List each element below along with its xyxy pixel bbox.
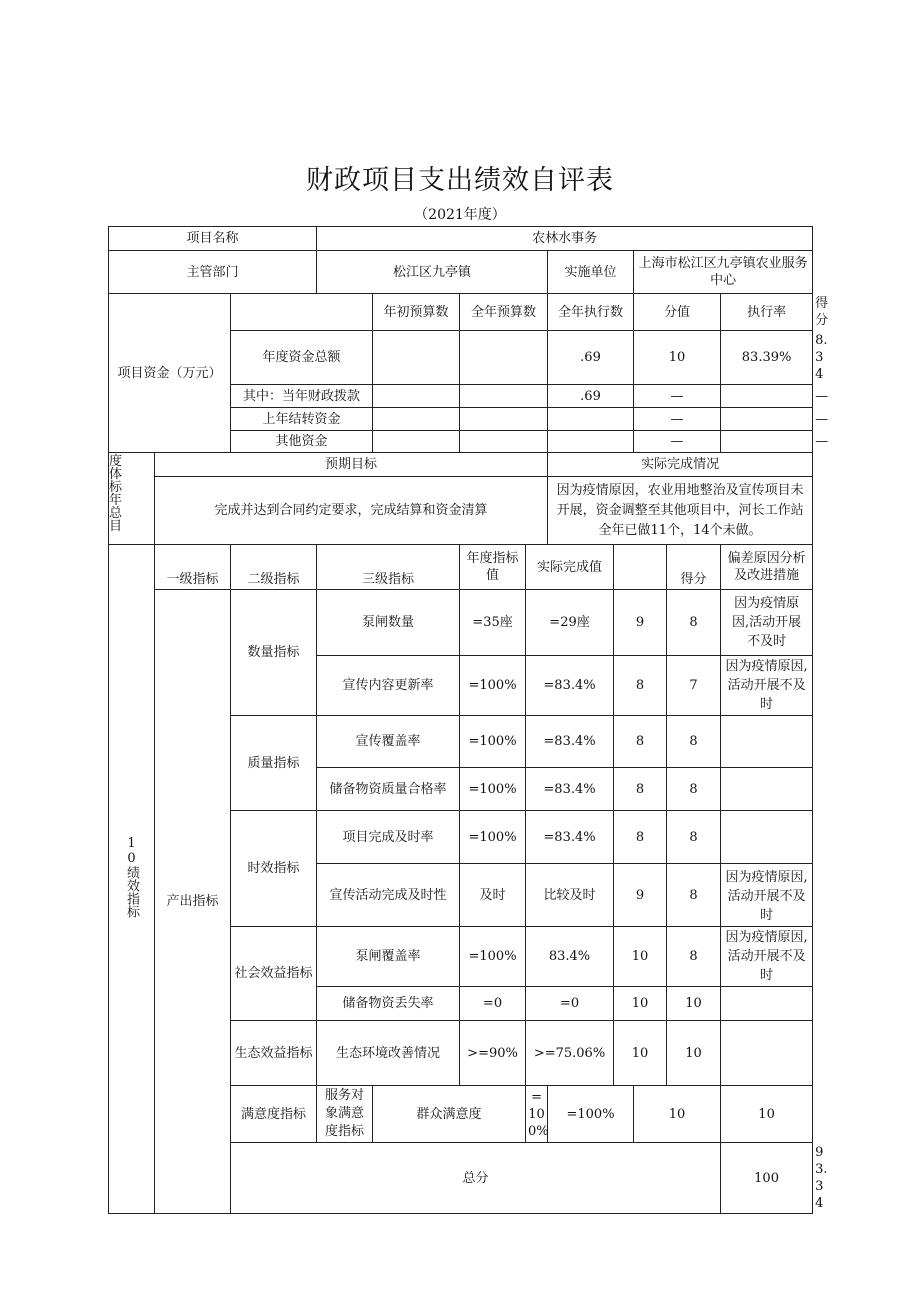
indicator-score: 8 (614, 716, 667, 768)
project-name-value: 农林水事务 (317, 227, 813, 251)
impl-value: 上海市松江区九亭镇农业服务中心 (634, 251, 813, 294)
funds-header-start: 年初预算数 (373, 294, 460, 331)
project-name-row (109, 227, 813, 251)
indicator-score: 8 (614, 768, 667, 811)
indicator-score: 9 (614, 590, 667, 656)
indicator-reason (721, 1021, 813, 1086)
indicator-reason: 因为疫情原因,活动开展不及时 (721, 864, 813, 927)
funds-blank-header (231, 294, 373, 331)
funds-cell (373, 408, 460, 431)
funds-cell (460, 385, 548, 408)
indicator-reason (721, 811, 813, 864)
header-actual: 实际完成值 (526, 545, 614, 590)
indicator-got: 7 (667, 656, 721, 716)
indicator-actual: =83.4% (526, 656, 614, 716)
indicator-actual: =83.4% (526, 768, 614, 811)
indicator-actual: =100% (548, 1086, 634, 1143)
indicator-actual: 83.4% (526, 927, 614, 987)
indicator-reason (721, 716, 813, 768)
total-label: 总分 (231, 1143, 721, 1214)
indicator-name: 泵闸覆盖率 (317, 927, 460, 987)
department-row (109, 251, 813, 294)
group-ecology: 生态效益指标 (231, 1021, 317, 1086)
evaluation-table (108, 226, 829, 1214)
funds-cell (373, 431, 460, 453)
funds-cell (373, 331, 460, 385)
impl-label: 实施单位 (548, 251, 634, 294)
group-timeliness: 时效指标 (231, 811, 317, 927)
indicator-target: =100% (460, 927, 526, 987)
indicator-score: 8 (614, 656, 667, 716)
funds-header-row: 项目资金（万元） 年初预算数 全年预算数 全年执行数 分值 执行率 得分 (109, 294, 813, 331)
indicator-score: 9 (614, 864, 667, 927)
goals-header-row (109, 453, 813, 477)
indicator-actual: 比较及时 (526, 864, 614, 927)
actual-header: 实际完成情况 (548, 453, 813, 477)
funds-section-label: 项目资金（万元） (109, 294, 231, 453)
indicator-name: 宣传活动完成及时性 (317, 864, 460, 927)
expected-header: 预期目标 (155, 453, 548, 477)
indicator-score: 10 (614, 927, 667, 987)
indicator-name: 宣传内容更新率 (317, 656, 460, 716)
indicator-score: 10 (614, 1021, 667, 1086)
indicator-section-label: 10绩效指标 (109, 545, 155, 1214)
funds-cell (548, 408, 634, 431)
indicator-reason: 因为疫情原因,活动开展不及时 (721, 590, 813, 656)
indicator-target: =100% (460, 768, 526, 811)
funds-cell: — (634, 431, 721, 453)
indicator-got: 10 (721, 1086, 813, 1143)
funds-row: 其他资金 — — (109, 431, 813, 453)
total-score: 100 (721, 1143, 813, 1214)
funds-cell: 83.39% (721, 331, 813, 385)
indicator-target: =100% (526, 1086, 548, 1143)
header-level3: 三级指标 (317, 545, 460, 590)
indicator-row (109, 590, 813, 656)
header-got: 得分 (667, 545, 721, 590)
actual-text: 因为疫情原因，农业用地整治及宣传项目未开展，资金调整至其他项目中，河长工作站全年已做11个，14个未做。 (548, 477, 813, 545)
funds-header-full: 全年预算数 (460, 294, 548, 331)
group-social: 社会效益指标 (231, 927, 317, 1021)
indicator-got: 10 (667, 1021, 721, 1086)
indicator-target: =35座 (460, 590, 526, 656)
header-target: 年度指标值 (460, 545, 526, 590)
funds-row-label: 其他资金 (231, 431, 373, 453)
indicator-name: 群众满意度 (373, 1086, 526, 1143)
project-name-label: 项目名称 (109, 227, 317, 251)
indicator-name: 泵闸数量 (317, 590, 460, 656)
expected-text: 完成并达到合同约定要求，完成结算和资金清算 (155, 477, 548, 545)
page-title: 财政项目支出绩效自评表 (306, 165, 614, 196)
indicator-actual: =83.4% (526, 811, 614, 864)
funds-cell (460, 331, 548, 385)
year-label: （2021年度） (414, 207, 506, 223)
funds-cell (721, 385, 813, 408)
indicator-target: =100% (460, 716, 526, 768)
funds-header-rate: 执行率 (721, 294, 813, 331)
funds-row-label: 年度资金总额 (231, 331, 373, 385)
funds-cell: .69 (548, 385, 634, 408)
funds-cell (548, 431, 634, 453)
group-quantity: 数量指标 (231, 590, 317, 716)
header-score (614, 545, 667, 590)
indicator-got: 8 (667, 927, 721, 987)
indicator-actual: >=75.06% (526, 1021, 614, 1086)
total-row: 总分 100 93.34 (109, 1143, 813, 1214)
indicator-score: 10 (634, 1086, 721, 1143)
funds-row-label: 上年结转资金 (231, 408, 373, 431)
indicator-got: 8 (667, 716, 721, 768)
indicator-actual: =29座 (526, 590, 614, 656)
indicator-got: 8 (667, 864, 721, 927)
funds-cell (721, 431, 813, 453)
output-label: 产出指标 (155, 590, 231, 1214)
funds-cell (460, 431, 548, 453)
indicator-reason: 因为疫情原因,活动开展不及时 (721, 656, 813, 716)
funds-cell (373, 385, 460, 408)
indicator-target: =100% (460, 656, 526, 716)
funds-cell: 10 (634, 331, 721, 385)
funds-row-label: 其中：当年财政拨款 (231, 385, 373, 408)
indicator-name: 项目完成及时率 (317, 811, 460, 864)
funds-header-score: 分值 (634, 294, 721, 331)
indicator-got: 8 (667, 811, 721, 864)
dept-label: 主管部门 (109, 251, 317, 294)
funds-cell (460, 408, 548, 431)
satisfaction-label: 满意度指标 (231, 1086, 317, 1143)
indicator-target: =100% (460, 811, 526, 864)
indicator-actual: =83.4% (526, 716, 614, 768)
funds-header-exec: 全年执行数 (548, 294, 634, 331)
group-service: 服务对象满意度指标 (317, 1086, 373, 1143)
indicator-name: 储备物资质量合格率 (317, 768, 460, 811)
funds-cell: .69 (548, 331, 634, 385)
indicator-target: >=90% (460, 1021, 526, 1086)
indicator-got: 10 (667, 987, 721, 1021)
header-reason: 偏差原因分析及改进措施 (721, 545, 813, 590)
indicator-score: 10 (614, 987, 667, 1021)
goals-content-row (109, 477, 813, 545)
indicator-header-row (109, 545, 813, 590)
indicator-name: 生态环境改善情况 (317, 1021, 460, 1086)
header-level2: 二级指标 (231, 545, 317, 590)
indicator-score: 8 (614, 811, 667, 864)
indicator-got: 8 (667, 590, 721, 656)
indicator-actual: =0 (526, 987, 614, 1021)
funds-row: 上年结转资金 — — (109, 408, 813, 431)
indicator-name: 宣传覆盖率 (317, 716, 460, 768)
indicator-reason: 因为疫情原因,活动开展不及时 (721, 927, 813, 987)
indicator-reason (721, 987, 813, 1021)
funds-row: 其中：当年财政拨款 .69 — — (109, 385, 813, 408)
indicator-got: 8 (667, 768, 721, 811)
indicator-reason (721, 768, 813, 811)
indicator-name: 储备物资丢失率 (317, 987, 460, 1021)
indicator-target: 及时 (460, 864, 526, 927)
dept-value: 松江区九亭镇 (317, 251, 548, 294)
funds-cell: — (634, 385, 721, 408)
goals-section-label: 度体标年总目 (109, 453, 155, 545)
indicator-target: =0 (460, 987, 526, 1021)
funds-cell: — (634, 408, 721, 431)
funds-cell (721, 408, 813, 431)
funds-row: 年度资金总额 .69 10 83.39% 8.34 (109, 331, 813, 385)
header-level1: 一级指标 (155, 545, 231, 590)
group-quality: 质量指标 (231, 716, 317, 811)
